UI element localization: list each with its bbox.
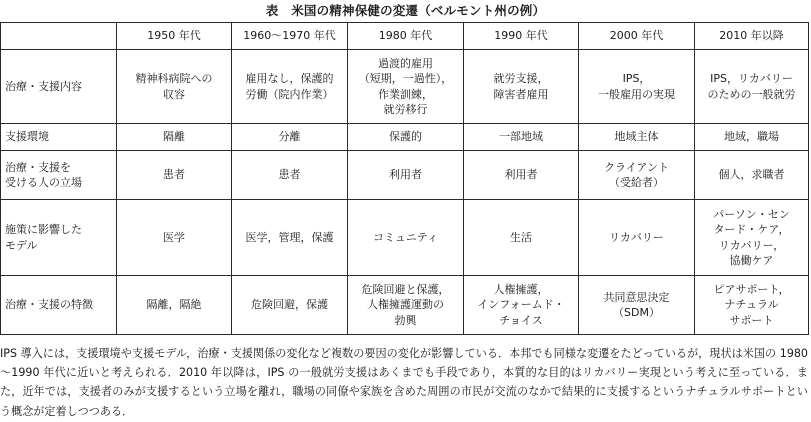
table-cell-line: 利用者 xyxy=(389,168,422,182)
table-cell-line: チョイス xyxy=(499,313,543,327)
table-cell-line: タード・ケア， xyxy=(713,223,790,236)
table-cell-line: 人権擁護， xyxy=(493,282,549,296)
table-cell xyxy=(695,276,809,335)
table-cell xyxy=(464,276,579,335)
table-cell xyxy=(348,276,464,335)
table-cell-line: 一部地域 xyxy=(499,130,543,144)
table-cell-line: コミュニティ xyxy=(373,230,438,244)
table-cell xyxy=(579,276,695,335)
column-header-1990s: 1990 年代 xyxy=(464,23,579,50)
table-cell-line: 精神科病院への xyxy=(135,72,213,85)
row-header-line: 治療・支援の特徴 xyxy=(5,298,93,312)
table-cell xyxy=(348,50,464,124)
table-title: 表 米国の精神保健の変遷（ベルモント州の例） xyxy=(265,3,546,18)
table-cell xyxy=(117,151,232,200)
table-cell-line: 共同意思決定 xyxy=(603,290,670,304)
table-cell-line: 分離 xyxy=(278,130,301,144)
table-cell xyxy=(695,200,809,276)
table-cell-line: 保護的 xyxy=(389,130,422,144)
table-cell xyxy=(579,151,695,200)
table-cell-line: のための一般就労 xyxy=(707,87,796,101)
table-cell-line: 収容 xyxy=(163,87,185,101)
table-cell xyxy=(232,124,348,151)
row-header-line: 施策に影響した xyxy=(5,223,82,236)
row-header-line: 受ける人の立場 xyxy=(5,176,82,189)
table-cell-line: 医学，管理，保護 xyxy=(245,230,334,244)
table-cell-line: （短期，一過性）， xyxy=(358,72,453,85)
table-cell-line: 隔離 xyxy=(163,130,185,144)
column-header-2000s: 2000 年代 xyxy=(579,23,695,50)
row-header-line: モデル xyxy=(5,238,38,252)
table-cell-line: リカバリー xyxy=(609,230,664,244)
column-header-blank xyxy=(1,23,117,50)
table-cell-line: サポート xyxy=(729,313,774,327)
table-cell xyxy=(695,124,809,151)
table-row-treatment-support-features xyxy=(1,276,809,335)
table-cell-line: 危険回避と保護， xyxy=(361,282,450,296)
table-cell-line: クライアント xyxy=(604,160,669,174)
table-cell-line: 生活 xyxy=(510,230,532,244)
column-header-1980s: 1980 年代 xyxy=(348,23,464,50)
row-header-treatment-support-features xyxy=(1,276,117,335)
table-row-support-environment xyxy=(1,124,809,151)
table-cell-line: IPS，リカバリー xyxy=(710,72,793,85)
column-header-2010s-onward: 2010 年以降 xyxy=(695,23,809,50)
table-cell-line: インフォームド・ xyxy=(477,298,565,312)
table-row-influencing-model xyxy=(1,200,809,276)
table-cell-line: 地域，職場 xyxy=(724,130,779,144)
row-header-line: 支援環境 xyxy=(5,130,49,144)
table-cell xyxy=(348,124,464,151)
table-cell-line: 雇用なし，保護的 xyxy=(245,72,334,85)
table-header-row xyxy=(1,23,809,50)
table-cell-line: （受給者） xyxy=(609,176,664,189)
table-cell xyxy=(464,50,579,124)
table-cell xyxy=(695,50,809,124)
table-cell xyxy=(117,50,232,124)
table-cell-line: パーソン・セン xyxy=(713,207,790,221)
table-cell-line: 医学 xyxy=(163,230,185,244)
table-cell xyxy=(348,151,464,200)
table-cell-line: 人権擁護運動の xyxy=(367,298,444,312)
row-header-influencing-model xyxy=(1,200,117,276)
table-cell xyxy=(232,276,348,335)
table-cell-line: 作業訓練， xyxy=(378,87,433,101)
table-cell xyxy=(117,276,232,335)
table-cell-line: 隔離，隔絶 xyxy=(146,298,202,312)
row-header-line: 治療・支援を xyxy=(5,160,71,174)
table-cell xyxy=(579,50,695,124)
table-cell-line: ピアサポート， xyxy=(713,282,790,296)
table-cell xyxy=(579,200,695,276)
table-cell-line: 患者 xyxy=(163,168,185,182)
table-cell-line: 危険回避，保護 xyxy=(251,298,328,312)
table-cell xyxy=(464,124,579,151)
table-cell xyxy=(232,200,348,276)
table-cell xyxy=(579,124,695,151)
table-row-recipient-position xyxy=(1,151,809,200)
column-header-1960s-1970s: 1960～1970 年代 xyxy=(232,23,348,50)
table-cell-line: 患者 xyxy=(278,168,301,182)
table-cell xyxy=(464,200,579,276)
table-cell-line: （SDM） xyxy=(613,306,660,319)
row-header-line: 治療・支援内容 xyxy=(5,79,82,93)
table-cell xyxy=(117,124,232,151)
table-cell-line: 利用者 xyxy=(504,168,538,182)
row-header-recipient-position xyxy=(1,151,117,200)
table-cell xyxy=(117,200,232,276)
table-cell-line: IPS， xyxy=(622,72,651,85)
table-cell-line: 就労支援， xyxy=(493,72,549,85)
table-cell-line: 労働（院内作業） xyxy=(245,87,334,101)
table-cell xyxy=(464,151,579,200)
table-cell-line: リカバリー， xyxy=(718,238,785,252)
table-cell-line: 一般雇用の実現 xyxy=(598,87,675,101)
table-row-treatment-support-content xyxy=(1,50,809,124)
table-cell xyxy=(348,200,464,276)
table-note-paragraph: IPS 導入には，支援環境や支援モデル，治療・支援関係の変化など複数の要因の変化が影響している．本邦でも同様な変遷をたどっているが，現状は米国の 1980～1990 年代に近いと考えられる．2010 年以降は，IPS の一般就労支援はあくまでも手段であり，本質的な目的はリカバリー実現という考えに至っている．また，近年では，支援者のみが支援するという立場を離れ，職場の同僚や家族を含めた周囲の市民が交流のなかで結果的に支援するというナチュラルサポートという概念が定着しつつある． xyxy=(0,347,808,418)
table-cell-line: 協働ケア xyxy=(729,254,774,267)
table-cell-line: 勃興 xyxy=(394,313,417,327)
table-cell-line: ナチュラル xyxy=(724,298,779,312)
table-cell-line: 地域主体 xyxy=(614,130,659,144)
row-header-treatment-support-content xyxy=(1,50,117,124)
table-cell-line: 過渡的雇用 xyxy=(378,56,433,70)
table-cell-line: 障害者雇用 xyxy=(493,87,549,101)
row-header-support-environment xyxy=(1,124,117,151)
mental-health-history-table xyxy=(0,22,809,335)
column-header-1950s: 1950 年代 xyxy=(117,23,232,50)
table-cell xyxy=(232,151,348,200)
table-cell-line: 個人，求職者 xyxy=(718,168,785,182)
table-cell xyxy=(232,50,348,124)
table-cell xyxy=(695,151,809,200)
table-cell-line: 就労移行 xyxy=(383,103,428,116)
